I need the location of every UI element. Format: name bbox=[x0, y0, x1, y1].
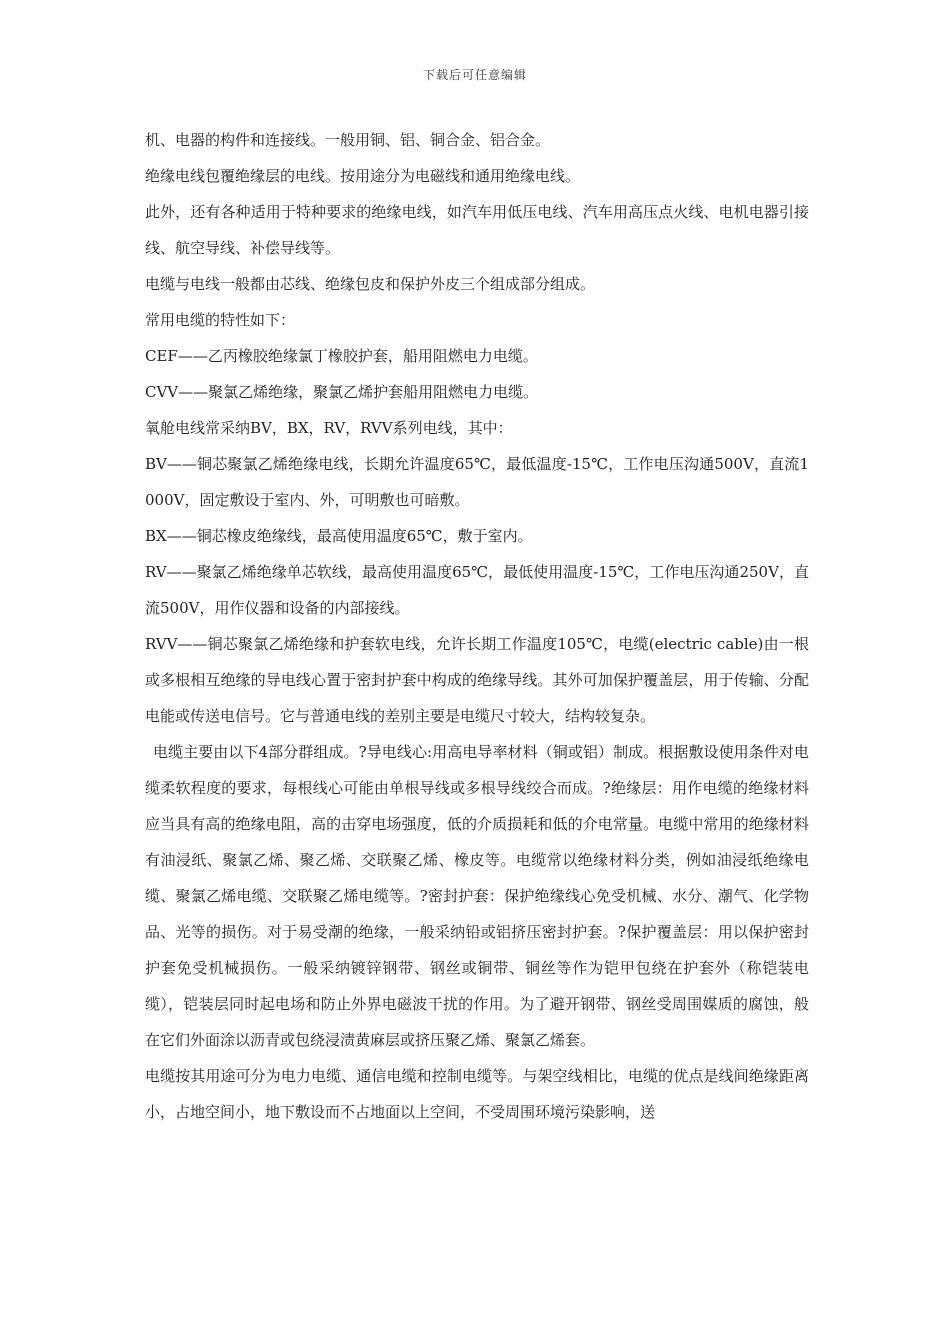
document-body bbox=[145, 122, 809, 1130]
paragraph: 电缆主要由以下4部分群组成。?导电线心:用高电导率材料（铜或铝）制成。根据敷设使用条件对电缆柔软程度的要求，每根线心可能由单根导线或多根导线绞合而成。?绝缘层：用作电缆的绝缘材料应当具有高的绝缘电阻，高的击穿电场强度，低的介质损耗和低的介电常量。电缆中常用的绝缘材料有油浸纸、聚氯乙烯、聚乙烯、交联聚乙烯、橡皮等。电缆常以绝缘材料分类，例如油浸纸绝缘电缆、聚氯乙烯电缆、交联聚乙烯电缆等。?密封护套：保护绝缘线心免受机械、水分、潮气、化学物品、光等的损伤。对于易受潮的绝缘，一般采纳铅或铝挤压密封护套。?保护覆盖层：用以保护密封护套免受机械损伤。一般采纳镀锌钢带、钢丝或铜带、铜丝等作为铠甲包绕在护套外（称铠装电缆），铠装层同时起电场和防止外界电磁波干扰的作用。为了避开钢带、钢丝受周围媒质的腐蚀，般在它们外面涂以沥青或包绕浸渍黄麻层或挤压聚乙烯、聚氯乙烯套。 bbox=[145, 743, 809, 1049]
paragraph: 此外，还有各种适用于特种要求的绝缘电线，如汽车用低压电线、汽车用高压点火线、电机电器引接线、航空导线、补偿导线等。 bbox=[145, 203, 809, 257]
paragraph: BX——铜芯橡皮绝缘线，最高使用温度65℃，敷于室内。 bbox=[145, 527, 533, 545]
paragraph: 常用电缆的特性如下： bbox=[145, 311, 296, 329]
paragraph: 电缆按其用途可分为电力电缆、通信电缆和控制电缆等。与架空线相比，电缆的优点是线间绝缘距离小，占地空间小，地下敷设而不占地面以上空间，不受周围环境污染影响，送 bbox=[145, 1067, 809, 1121]
page-header-note: 下载后可任意编辑 bbox=[422, 68, 527, 82]
paragraph: CVV——聚氯乙烯绝缘，聚氯乙烯护套船用阻燃电力电缆。 bbox=[145, 383, 539, 401]
paragraph: 机、电器的构件和连接线。一般用铜、铝、铜合金、铝合金。 bbox=[145, 131, 551, 149]
paragraph: 氧舱电线常采纳BV，BX，RV，RVV系列电线，其中： bbox=[145, 419, 513, 437]
paragraph: 绝缘电线包覆绝缘层的电线。按用途分为电磁线和通用绝缘电线。 bbox=[145, 167, 581, 185]
paragraph: RVV——铜芯聚氯乙烯绝缘和护套软电线，允许长期工作温度105℃，电缆(electric cable)由一根或多根相互绝缘的导电线心置于密封护套中构成的绝缘导线。其外可加保护覆盖层，用于传输、分配电能或传送电信号。它与普通电线的差别主要是电缆尺寸较大，结构较复杂。 bbox=[145, 635, 809, 725]
paragraph: BV——铜芯聚氯乙烯绝缘电线，长期允许温度65℃，最低温度-15℃，工作电压沟通500V，直流1000V，固定敷设于室内、外，可明敷也可暗敷。 bbox=[145, 455, 809, 509]
paragraph: RV——聚氯乙烯绝缘单芯软线，最高使用温度65℃，最低使用温度-15℃，工作电压沟通250V，直流500V，用作仪器和设备的内部接线。 bbox=[145, 563, 809, 617]
paragraph: 电缆与电线一般都由芯线、绝缘包皮和保护外皮三个组成部分组成。 bbox=[145, 275, 596, 293]
paragraph: CEF——乙丙橡胶绝缘氯丁橡胶护套，船用阻燃电力电缆。 bbox=[145, 347, 538, 365]
